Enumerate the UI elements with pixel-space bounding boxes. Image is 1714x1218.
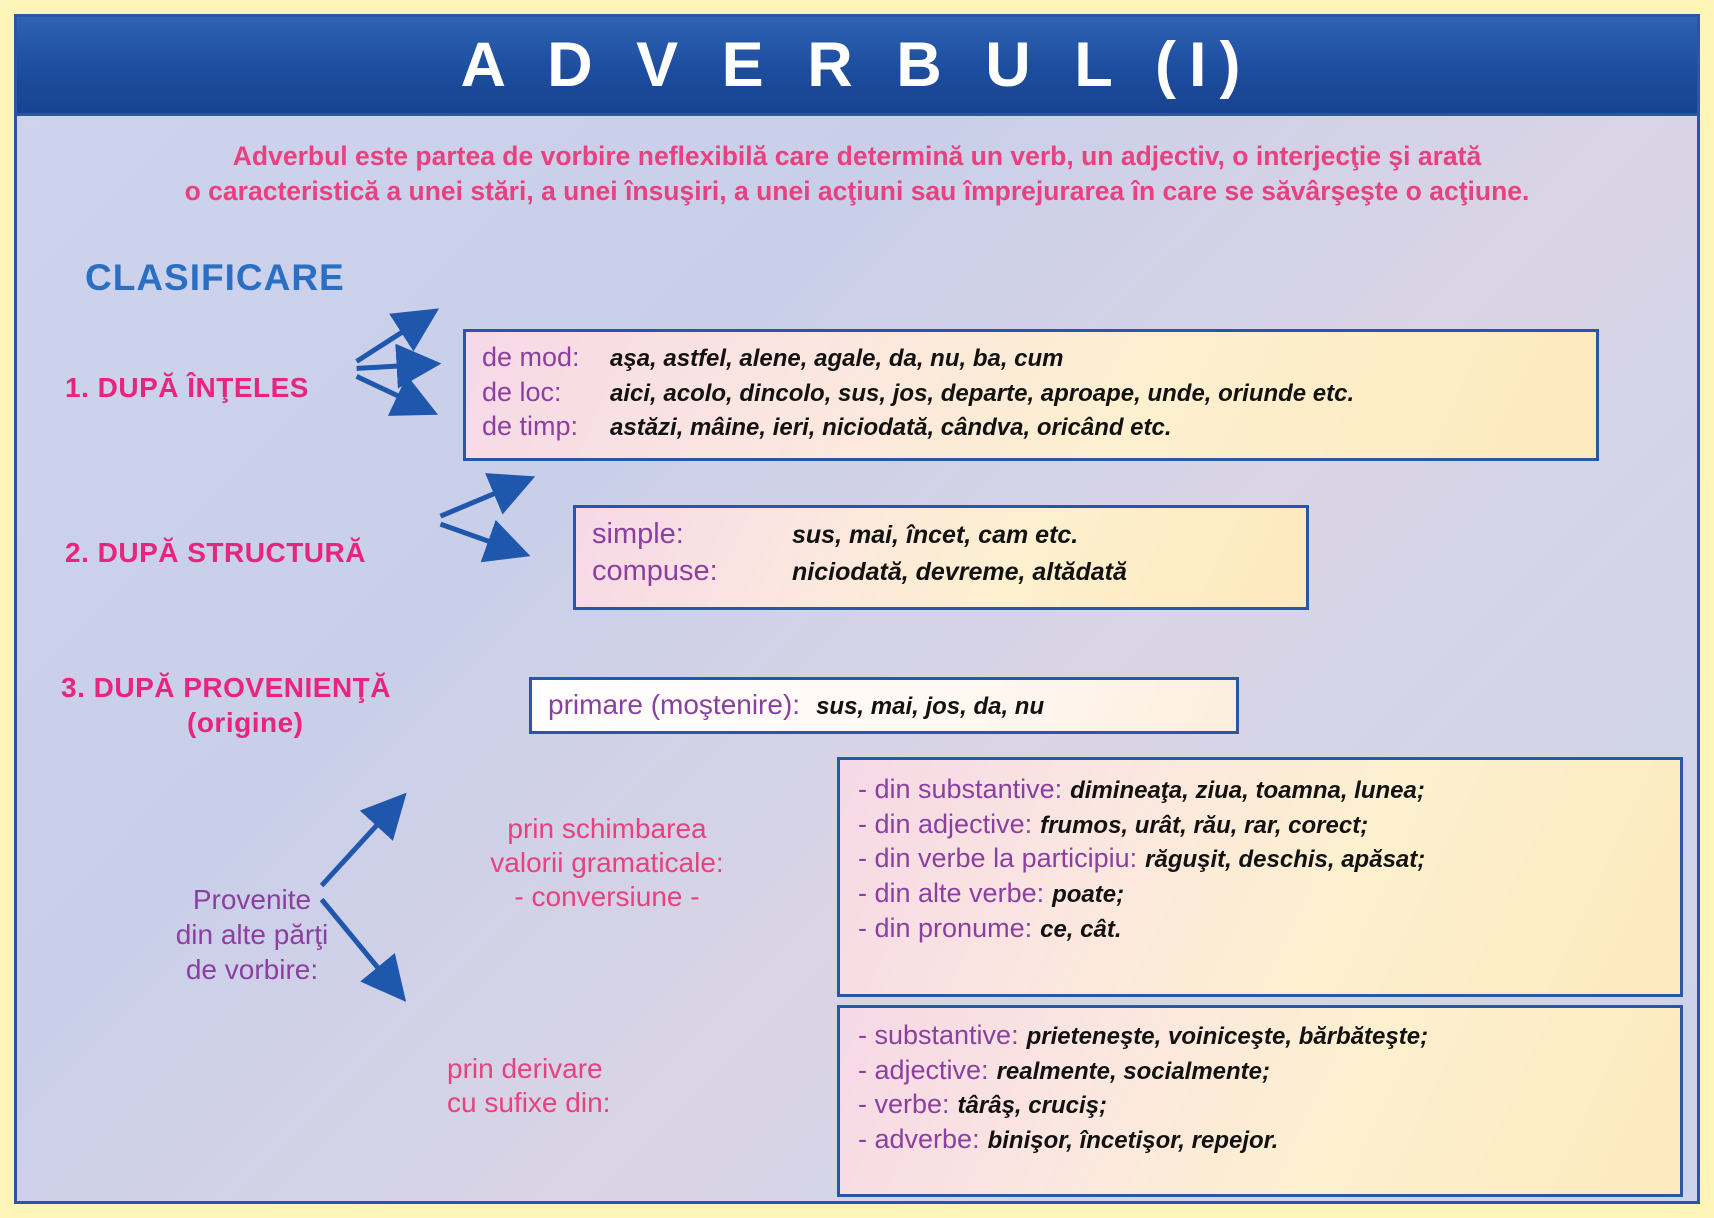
val-din-adjective: frumos, urât, rău, rar, corect; — [1040, 811, 1369, 839]
row-adverbe — [858, 1122, 1662, 1157]
key-adjective: - adjective: — [858, 1054, 989, 1085]
val-din-alte-verbe: poate; — [1052, 881, 1125, 909]
derivare-label — [447, 1052, 697, 1120]
box-primare — [529, 677, 1239, 734]
key-de-mod: de mod: — [482, 342, 580, 372]
clasificare-heading: CLASIFICARE — [85, 257, 345, 298]
val-de-timp: astăzi, mâine, ieri, niciodată, cândva, oricând etc. — [610, 414, 1172, 442]
derivare-line-2: cu sufixe din: — [447, 1087, 611, 1119]
conversiune-line-2: valorii gramaticale: — [490, 847, 724, 879]
row-compuse — [592, 553, 1290, 590]
val-de-mod: aşa, astfel, alene, agale, da, nu, ba, cum — [610, 345, 1064, 372]
val-din-substantive: dimineaţa, ziua, toamna, lunea; — [1070, 777, 1425, 804]
val-verbe: târâş, cruciş; — [957, 1092, 1107, 1120]
val-primare: sus, mai, jos, da, nu — [816, 693, 1045, 720]
box-dupa-inteles — [463, 329, 1599, 461]
definition-line-2: o caracteristică a unei stări, a unei însuşiri, a unei acţiuni sau împrejurarea în care se săvârşeşte o acţiune. — [184, 176, 1530, 207]
row-din-substantive — [858, 772, 1662, 807]
key-simple: simple: — [592, 518, 684, 550]
section-sublabel-origine: (origine) — [187, 707, 304, 738]
val-din-verbe-participiu: răguşit, deschis, apăsat; — [1145, 846, 1426, 874]
val-adjective: realmente, socialmente; — [996, 1057, 1271, 1085]
row-din-verbe-participiu — [858, 841, 1662, 876]
key-din-verbe-participiu: - din verbe la participiu: — [858, 843, 1138, 874]
key-de-loc: de loc: — [482, 376, 562, 407]
row-verbe — [858, 1087, 1662, 1122]
val-simple: sus, mai, încet, cam etc. — [792, 521, 1079, 549]
box-conversiune — [837, 757, 1683, 997]
val-de-loc: aici, acolo, dincolo, sus, jos, departe, aproape, unde, oriunde etc. — [610, 379, 1355, 407]
section-label-inteles: 1. DUPĂ ÎNŢELES — [65, 372, 309, 403]
provenite-label — [137, 882, 367, 987]
derivare-line-1: prin derivare — [447, 1053, 603, 1084]
row-din-adjective — [858, 807, 1662, 842]
row-adjective — [858, 1053, 1662, 1088]
row-de-timp — [482, 409, 1580, 444]
val-din-pronume: ce, cât. — [1040, 915, 1122, 943]
row-din-pronume — [858, 911, 1662, 946]
section-label-structura: 2. DUPĂ STRUCTURĂ — [65, 537, 366, 568]
row-substantive — [858, 1018, 1662, 1053]
key-din-substantive: - din substantive: — [858, 774, 1063, 804]
provenite-line-2: din alte părţi — [175, 919, 329, 950]
page-title: A D V E R B U L (I) — [460, 30, 1254, 100]
definition-text — [47, 139, 1667, 209]
val-compuse: niciodată, devreme, altădată — [792, 558, 1127, 587]
key-primare: primare (moştenire): — [548, 689, 801, 720]
conversiune-line-3: - conversiune - — [514, 881, 700, 913]
val-substantive: prieteneşte, voiniceşte, bărbăteşte; — [1026, 1023, 1429, 1050]
definition-line-1: Adverbul este partea de vorbire neflexibilă care determină un verb, un adjectiv, o interjecţie şi arată — [232, 141, 1482, 171]
title-bar — [17, 17, 1697, 116]
key-compuse: compuse: — [592, 555, 718, 588]
key-verbe: - verbe: — [858, 1089, 950, 1120]
provenite-line-1: Provenite — [192, 884, 312, 915]
poster-inner — [14, 14, 1700, 1204]
key-adverbe: - adverbe: — [858, 1124, 980, 1155]
key-din-pronume: - din pronume: — [858, 912, 1033, 943]
row-de-loc — [482, 375, 1580, 410]
key-de-timp: de timp: — [482, 411, 579, 442]
val-adverbe: binişor, încetişor, repejor. — [987, 1127, 1279, 1155]
row-de-mod — [482, 340, 1580, 375]
row-simple — [592, 516, 1290, 553]
key-din-alte-verbe: - din alte verbe: — [858, 878, 1045, 909]
box-derivare — [837, 1005, 1683, 1197]
key-substantive: - substantive: — [858, 1020, 1019, 1050]
conversiune-line-1: prin schimbarea — [507, 813, 707, 844]
conversiune-label — [447, 812, 767, 914]
row-primare — [548, 687, 1220, 723]
key-din-adjective: - din adjective: — [858, 808, 1033, 839]
section-label-provenienta: 3. DUPĂ PROVENIENŢĂ — [61, 672, 391, 703]
row-din-alte-verbe — [858, 876, 1662, 911]
box-dupa-structura — [573, 505, 1309, 610]
provenite-line-3: de vorbire: — [185, 954, 319, 985]
